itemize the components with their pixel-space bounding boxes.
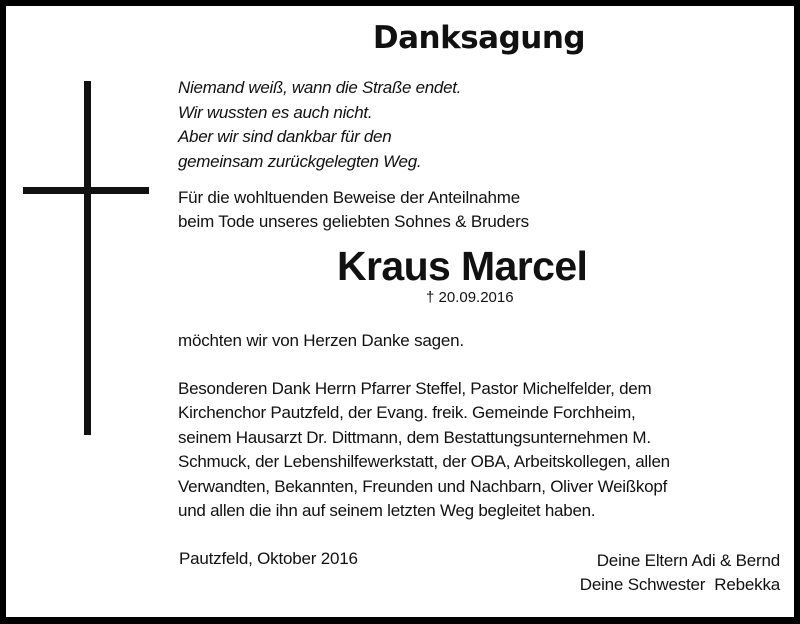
signature-line: Deine Schwester Rebekka <box>579 575 780 594</box>
thanks-line: seinem Hausarzt Dr. Dittmann, dem Bestattungsunternehmen M. <box>178 427 651 447</box>
thanks-line: und allen die ihn auf seinem letzten Weg begleitet haben. <box>178 501 596 521</box>
memorial-quote <box>178 76 461 174</box>
thanks-line: Besonderen Dank Herrn Pfarrer Steffel, Pastor Michelfelder, dem <box>178 379 652 398</box>
intro-line: beim Tode unseres geliebten Sohnes & Bruders <box>178 212 529 231</box>
place-and-date: Pautzfeld, Oktober 2016 <box>179 549 358 568</box>
obituary-card <box>6 6 794 617</box>
quote-line: Wir wussten es auch nicht. <box>178 102 373 122</box>
cross-icon-crossbar <box>23 187 149 194</box>
closing-text: möchten wir von Herzen Danke sagen. <box>178 331 464 350</box>
intro-line: Für die wohltuenden Beweise der Anteilnahme <box>178 188 521 207</box>
thanks-line: Kirchenchor Pautzfeld, der Evang. freik. Gemeinde Forchheim, <box>178 403 636 423</box>
thanks-line: Schmuck, der Lebenshilfewerkstatt, der OBA, Arbeitskollegen, allen <box>178 452 670 472</box>
notice-title: Danksagung <box>372 20 586 56</box>
quote-line: Niemand weiß, wann die Straße endet. <box>178 78 462 97</box>
signature <box>580 549 780 597</box>
cross-icon <box>84 81 91 435</box>
deceased-name: Kraus Marcel <box>337 243 588 289</box>
intro-text <box>178 186 529 234</box>
thanks-line: Verwandten, Bekannten, Freunden und Nachbarn, Oliver Weißkopf <box>178 476 668 496</box>
death-date: † 20.09.2016 <box>426 289 514 306</box>
special-thanks <box>178 377 670 523</box>
quote-line: gemeinsam zurückgelegten Weg. <box>178 151 422 171</box>
quote-line: Aber wir sind dankbar für den <box>178 127 392 146</box>
signature-line: Deine Eltern Adi & Bernd <box>596 551 780 570</box>
